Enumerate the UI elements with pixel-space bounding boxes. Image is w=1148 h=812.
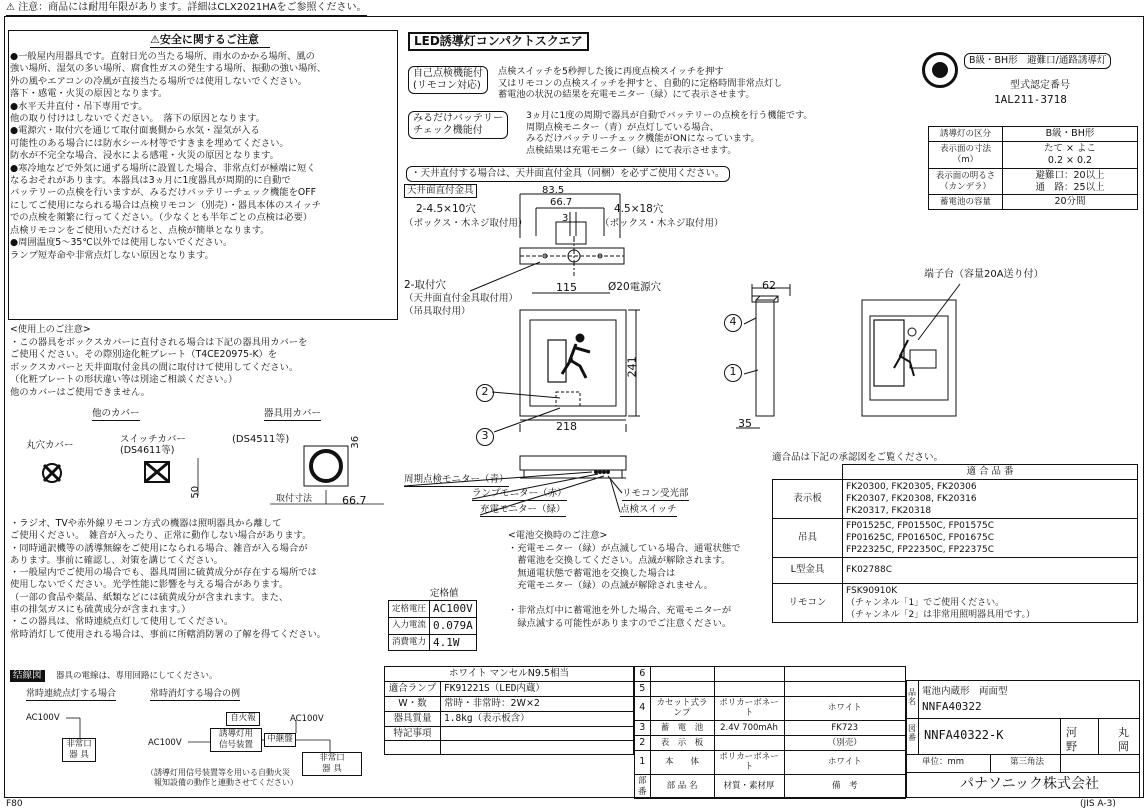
wiring-fixture-a: 非常口 器 具 (62, 738, 96, 762)
title-value (441, 741, 634, 755)
part-name: 本 体 (650, 750, 714, 774)
part-name: 蓄 電 池 (650, 721, 714, 736)
parts-row (635, 721, 906, 736)
rating-row (389, 601, 477, 618)
dim-50: 50 (190, 485, 202, 499)
dim-667b: 66.7 (342, 494, 367, 507)
part-material: ポリカーボネート (714, 750, 784, 774)
usage-line: ・同時通訳機等の誘導無線をご使用になられる場合、雑音が入る場合が (10, 542, 308, 554)
kind-label: 品名 (908, 688, 916, 706)
battery-notes (508, 530, 740, 630)
usage-line: <使用上のご注意> (10, 324, 91, 335)
safety-line: 可能性のある場合には防水シール材等ですきまを埋めてください。 (10, 137, 289, 149)
usage-line: 他のカバーはご使用できません。 (10, 386, 151, 398)
relay-panel: 中継盤 (264, 733, 296, 747)
cert-number: 1AL211-3718 (994, 93, 1067, 106)
safety-line: ●電源穴・取付穴を通じて取付面裏側から水気・湿気が入る (10, 125, 260, 137)
part-remarks: FK723 (784, 721, 905, 736)
compat-header: 適 合 品 番 (843, 465, 1138, 480)
rating-row (389, 617, 477, 634)
class-key: 蓄電池の容量 (929, 195, 1003, 210)
part-number: 3 (635, 721, 651, 736)
compat-row (773, 583, 1138, 622)
callout-4: 4 (724, 314, 742, 332)
rating-title: 定格値 (430, 588, 459, 599)
usage-line: ご使用ください。 雑音が入ったり、正常に動作しない場合があります。 (10, 530, 312, 542)
period-monitor-label: 周期点検モニター（青） (404, 474, 509, 485)
dim-35: 35 (738, 417, 752, 430)
lamp-monitor-label: ランプモニター（赤） (472, 488, 567, 499)
part-material (714, 681, 784, 696)
compat-category: リモコン (773, 583, 843, 622)
unit-label: 単位：mm (922, 757, 965, 767)
usage-line: ご使用ください。その際別途化粧プレート（T4CE20975-K）を (10, 349, 278, 360)
ac100v-b: AC100V (148, 738, 182, 748)
part-material (714, 735, 784, 750)
title-key: 適合ランプ (385, 681, 441, 696)
parts-row (635, 735, 906, 750)
other-cover-label: 他のカバー (92, 408, 140, 419)
part-name (650, 667, 714, 682)
parts-header: 材質・素材厚 (714, 775, 784, 799)
usage-line: ・一般屋内でご使用の場合でも、器具周囲に硫黄成分が存在する場所では (10, 567, 317, 579)
parts-header: 部番 (635, 775, 651, 799)
part-name: 表 示 板 (650, 735, 714, 750)
ceiling-note: ・天井直付する場合は、天井面直付金具（同梱）を必ずご使用ください。 (406, 166, 730, 182)
safety-line: での点検を頻繁に行ってください。（少なくとも半年ごとの点検は必要） (10, 212, 313, 224)
parts-header: 備 考 (784, 775, 905, 799)
compat-row (773, 557, 1138, 583)
hole-b: 4.5×18穴 (614, 203, 664, 215)
mount-dim-label: 取付寸法 (276, 494, 313, 504)
safety-line: ●寒冷地などで外気に通ずる場所に設置した場合、非常点灯が極端に短く (10, 162, 316, 174)
dim-241: 241 (625, 356, 639, 378)
title-row (385, 696, 634, 711)
class-value: 20分間 (1003, 195, 1138, 210)
wiring-footnote: （誘導灯用信号装置等を用いる自動火災 報知設備の動作と連動させてください） (146, 768, 298, 787)
battery-note-line: 蓄電池を交換してください。点滅が解除されます。 (508, 555, 731, 566)
title-key: 器具質量 (385, 711, 441, 726)
part-remarks: ホワイト (784, 696, 905, 720)
title-row (385, 741, 634, 755)
color-spec: ホワイト マンセルN9.5相当 (385, 667, 634, 682)
wiring-case-b: 常時消灯する場合の例 (150, 689, 240, 701)
top-notice: ⚠ 注意：商品には耐用年限があります。詳細はCLX2021HAをご参照ください。 (6, 2, 367, 16)
sign-3: 野 (1066, 740, 1077, 753)
part-name (650, 681, 714, 696)
usage-line: あります。事前に確認し、対策を講じてください。 (10, 554, 224, 566)
title-row (385, 711, 634, 726)
part-number: 5 (635, 681, 651, 696)
part-number: 1 (635, 750, 651, 774)
usage-line: 使用しないでください。光学性能に影響を与える場合があります。 (10, 579, 289, 591)
round-cover-label: 丸穴カバー (26, 440, 74, 451)
sign-2: 丸 (1118, 726, 1129, 739)
compat-header-blank (773, 465, 843, 480)
battery-check-tag: みるだけバッテリー チェック機能付 (408, 111, 508, 139)
part-name: カセット式ランプ (650, 696, 714, 720)
sign-1: 河 (1066, 726, 1077, 739)
rating-value: 0.079A (430, 617, 477, 634)
battery-note-line: ・充電モニター（緑）が点滅している場合、通電状態で (508, 542, 741, 554)
safety-line: なるおそれがあります。本器具は3ヵ月に1度器具が周期的に自動で (10, 175, 291, 187)
cert-label: 型式認定番号 (1010, 80, 1070, 91)
title-value: FK91221S（LED内蔵） (441, 681, 634, 696)
wiring-fixture-b: 非常口 器 具 (302, 752, 362, 776)
power-hole: Ø20電源穴 (608, 281, 662, 293)
compat-category: L型金具 (773, 557, 843, 583)
wiring-badge: 结線図 (10, 670, 45, 682)
parts-header: 部 品 名 (650, 775, 714, 799)
safety-line: ランプ短寿命や非常点灯しない原因となります。 (10, 249, 214, 261)
safety-line: バッテリーの点検を行いますが、みるだけバッテリーチェック機能をOFF (10, 187, 316, 199)
compat-row (773, 479, 1138, 518)
footer-code: F80 (6, 799, 23, 809)
safety-line: 他の取り付けはしないでください。 落下の原因となります。 (10, 113, 265, 125)
hole-c: 2-取付穴 (404, 279, 446, 291)
compat-title: 適合品は下記の承認図をご覧ください。 (772, 452, 944, 463)
ac100v-c: AC100V (290, 714, 324, 724)
projection-label: 第三角法 (1010, 757, 1045, 767)
class-value: B級・BH形 (1003, 127, 1138, 142)
safety-line: にしてご使用になられる場合は点検リモコン（別売）・器具本体のスイッチ (10, 199, 322, 211)
callout-1: 1 (724, 364, 742, 382)
part-material (714, 667, 784, 682)
usage-line: ・ラジオ、TVや赤外線リモコン方式の機器は照明器具から離して (10, 518, 282, 529)
compat-models: FK02788C (843, 557, 1138, 583)
hole-b-note: （ボックス・木ネジ取付用） (600, 218, 724, 229)
title-row (385, 667, 634, 682)
compat-table (772, 464, 1138, 623)
rating-key: 定格電圧 (389, 601, 430, 618)
safety-line: 外の風やエアコンの冷風が直接当たる場所では使用しないでください。 (10, 75, 308, 87)
dim-115: 115 (556, 281, 577, 294)
parts-row (635, 696, 906, 720)
battery-check-desc: 3ヵ月に1度の周期で器具が自動でバッテリーの点検を行う機能です。 周期点検モニター（青）が点灯している場合、 みるだけバッテリーチェック機能がONになっています。 点検結果は充電モニター（緑）にて表示させます。 (526, 110, 813, 156)
wiring-case-a: 常時連続点灯する場合 (26, 689, 116, 701)
battery-note-line: 充電モニター（緑）の点滅が解除されません。 (508, 580, 714, 591)
dim-3: 3 (562, 213, 569, 224)
hole-c-note1: （天井面直付金具取付用） (404, 293, 519, 304)
switch-cover-model: (DS4611等) (120, 445, 175, 456)
battery-note-line: 無通電状態で蓄電池を交換した場合は (508, 567, 676, 579)
drawing-no-label: 図番 (908, 724, 916, 742)
battery-note-line: <電池交換時のご注意> (508, 530, 608, 541)
usage-line: 車の排気ガスにも硫黄成分が含まれます。） (10, 604, 191, 616)
battery-note-line (508, 593, 740, 606)
rating-table (388, 600, 477, 651)
usage-line: 常時消灯して使用される場合は、事前に所轄消防署の了解を得てください。 (10, 628, 327, 640)
title-key: W・数 (385, 696, 441, 711)
callout-2: 2 (476, 384, 494, 402)
hole-c-note2: （吊具取付用） (404, 306, 471, 317)
usage-line: ボックスカバーと天井面取付金具の間に取付けて使用してください。 (10, 361, 299, 373)
self-check-desc: 点検スイッチを5秒押した後に再度点検スイッチを押す 又はリモコンの点検スイッチを押すと、自動的に定格時間非常点灯し 蓄電池の状況の結果を充電モニター（緑）にて表示させます。 (498, 66, 783, 100)
kind-value: 電池内蔵形 両面型 (922, 686, 1008, 697)
ds4511-label: (DS4511等) (232, 434, 290, 445)
safety-title: ⚠安全に関するご注意 (150, 33, 259, 46)
fixture-cover-label: 器具用カバー (264, 408, 322, 419)
parts-row (635, 750, 906, 774)
dim-667: 66.7 (550, 197, 573, 208)
part-material: 2.4V 700mAh (714, 721, 784, 736)
signal-device: 誘導灯用 信号装置 (210, 728, 262, 752)
part-remarks: ホワイト (784, 750, 905, 774)
parts-table (634, 666, 906, 799)
part-number: 2 (635, 735, 651, 750)
title-block-left (384, 666, 634, 755)
bracket-label: 天井面直付金具 (404, 184, 477, 198)
remote-receiver-label: リモコン受光部 (622, 488, 689, 499)
rating-key: 入力電流 (389, 617, 430, 634)
switch-cover-label: スイッチカバー (120, 434, 186, 445)
parts-row (635, 681, 906, 696)
part-remarks: （別売） (784, 735, 905, 750)
title-value: 1.8kg（表示板含） (441, 711, 634, 726)
dim-36: 36 (350, 435, 362, 449)
title-row (385, 726, 634, 741)
part-number: 4 (635, 696, 651, 720)
battery-note-line: 緑点滅する可能性がありますのでご注意ください。 (508, 617, 732, 629)
dim-62: 62 (762, 279, 776, 292)
parts-row (635, 667, 906, 682)
compat-models: FP01525C, FP01550C, FP01575C FP01625C, FP01650C, FP01675C FP22325C, FP22350C, FP22375C (843, 518, 1138, 557)
dim-218: 218 (556, 420, 577, 433)
safety-line: 落下・感電・火災の原因となります。 (10, 88, 168, 100)
usage-line: （一部の食品や薬品、紙類などには硫黄成分が含まれます。また、 (10, 591, 289, 603)
self-check-tag: 自己点検機能付 (リモコン対応) (408, 66, 488, 94)
class-key: 誘導灯の区分 (929, 127, 1003, 142)
check-switch-label: 点検スイッチ (620, 504, 677, 515)
part-material: ポリカーボネート (714, 696, 784, 720)
part-remarks (784, 681, 905, 696)
part-remarks (784, 667, 905, 682)
class-value: 避難口：20以上 通 路：25以上 (1003, 168, 1138, 195)
self-fire-alarm: 自火報 (226, 712, 260, 726)
title-row (385, 681, 634, 696)
battery-note-line: ・非常点灯中に蓄電池を外した場合、充電モニターが (508, 605, 732, 616)
safety-line: 防水が不完全な場合、浸水による感電・火災の原因となります。 (10, 150, 279, 162)
title-key: 特記事項 (385, 726, 441, 741)
hole-a-note: （ボックス・木ネジ取付用） (404, 218, 528, 229)
dim-835: 83.5 (542, 185, 565, 196)
part-number: 6 (635, 667, 651, 682)
model-number: NNFA40322 (922, 700, 982, 713)
company-name: パナソニック株式会社 (960, 776, 1100, 792)
charge-monitor-label: 充電モニター（緑） (480, 504, 566, 515)
safety-line: 強い場所、湿気の多い場所、腐食性ガスの発生する場所、振動の強い場所、 (10, 63, 327, 75)
title-key (385, 741, 441, 755)
class-key: 表示面の寸法（m） (929, 141, 1003, 168)
usage-line: ・この器具をボックスカバーに直付される場合は下記の器具用カバーを (10, 336, 308, 348)
drawing-number: NNFA40322-K (924, 728, 1004, 742)
compat-row (773, 518, 1138, 557)
title-value (441, 726, 634, 741)
usage-line: ・この器具は、常時連続点灯して使用してください。 (10, 616, 234, 628)
safety-line: ●一般屋内用器具です。直射日光の当たる場所、雨水のかかる場所、風の (10, 51, 315, 62)
footer-standard: (JIS A-3) (1080, 799, 1116, 809)
class-badge: B級・BH形 避難口/通路誘導灯 (964, 53, 1111, 69)
rating-key: 消費電力 (389, 634, 430, 651)
hole-a: 2-4.5×10穴 (416, 203, 476, 215)
compat-models: FK20300, FK20305, FK20306 FK20307, FK20308, FK20316 FK20317, FK20318 (843, 479, 1138, 518)
usage-line: （化粧プレートの形状違い等は別途ご相談ください。） (10, 374, 238, 385)
compat-category: 吊具 (773, 518, 843, 557)
safety-line: ●周囲温度5～35℃以外では使用しないでください。 (10, 237, 233, 249)
sign-4: 岡 (1118, 740, 1129, 753)
compat-category: 表示板 (773, 479, 843, 518)
callout-3: 3 (476, 428, 494, 446)
compat-models: FSK90910K （チャンネル「1」でご使用ください。 （チャンネル「2」は非常用照明器具用です。） (843, 583, 1138, 622)
wiring-note: 器具の電線は、専用回路にしてください。 (56, 671, 218, 681)
rating-value: 4.1W (430, 634, 477, 651)
rating-value: AC100V (430, 601, 477, 618)
rating-row (389, 634, 477, 651)
class-value: たて × よこ 0.2 × 0.2 (1003, 141, 1138, 168)
safety-line: ●水平天井直付・吊下専用です。 (10, 100, 148, 112)
ac100v-a: AC100V (26, 713, 60, 723)
class-key: 表示面の明るさ （カンデラ） (929, 168, 1003, 195)
safety-line: 点検リモコンをご使用いただけると、点検が簡単となります。 (10, 224, 270, 236)
terminal-label: 端子台（容量20A送り付） (924, 269, 1044, 280)
product-name: LED誘導灯コンパクトスクエア (408, 32, 589, 51)
title-value: 常時・非常時：2W×2 (441, 696, 634, 711)
